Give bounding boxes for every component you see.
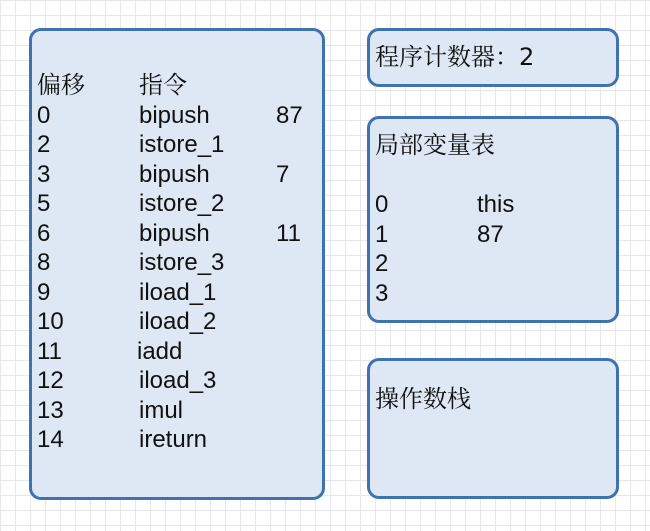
row-offset: 14 xyxy=(37,426,64,453)
instruction-header: 指令 xyxy=(139,71,187,99)
row-offset: 6 xyxy=(37,220,51,247)
row-instruction: ireturn xyxy=(139,426,208,453)
local-variable-index: 2 xyxy=(375,250,389,277)
row-offset: 11 xyxy=(37,338,62,365)
local-variable-value: this xyxy=(477,191,515,218)
row-argument: 7 xyxy=(276,161,290,188)
row-offset: 8 xyxy=(37,249,51,276)
row-instruction: iload_3 xyxy=(139,367,217,394)
row-offset: 0 xyxy=(37,102,51,129)
row-instruction: istore_3 xyxy=(139,249,225,276)
row-offset: 12 xyxy=(37,367,64,394)
row-offset: 13 xyxy=(37,397,64,424)
row-instruction: bipush xyxy=(139,102,210,129)
operand-stack-panel xyxy=(367,358,619,499)
program-counter-label: 程序计数器：2 xyxy=(375,43,535,71)
local-variable-index: 3 xyxy=(375,280,389,307)
row-instruction: bipush xyxy=(139,161,210,188)
offset-header: 偏移 xyxy=(37,71,85,99)
local-variable-index: 0 xyxy=(375,191,389,218)
row-instruction: imul xyxy=(139,397,184,424)
local-variable-value: 87 xyxy=(477,221,504,248)
row-offset: 9 xyxy=(37,279,51,306)
row-instruction: bipush xyxy=(139,220,210,247)
local-variable-table-title: 局部变量表 xyxy=(375,131,495,159)
row-offset: 3 xyxy=(37,161,51,188)
row-instruction: iload_2 xyxy=(139,308,217,335)
row-instruction: iadd xyxy=(137,338,183,365)
operand-stack-title: 操作数栈 xyxy=(375,385,471,413)
row-offset: 5 xyxy=(37,190,51,217)
row-argument: 11 xyxy=(276,220,301,247)
row-instruction: iload_1 xyxy=(139,279,217,306)
row-offset: 10 xyxy=(37,308,64,335)
row-instruction: istore_2 xyxy=(139,190,225,217)
local-variable-index: 1 xyxy=(375,221,389,248)
row-instruction: istore_1 xyxy=(139,131,225,158)
row-offset: 2 xyxy=(37,131,51,158)
row-argument: 87 xyxy=(276,102,303,129)
